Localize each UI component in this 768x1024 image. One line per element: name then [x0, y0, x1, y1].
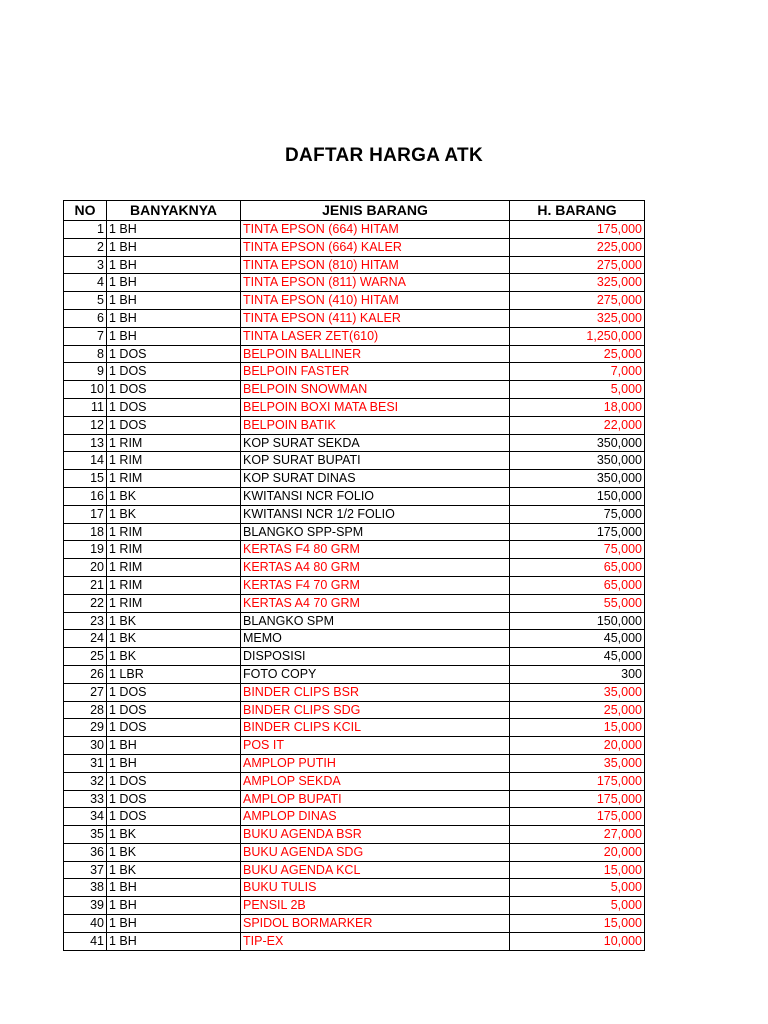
cell-quantity: 1 RIM	[107, 452, 241, 470]
cell-item-name: AMPLOP PUTIH	[241, 754, 510, 772]
cell-item-name: DISPOSISI	[241, 648, 510, 666]
cell-quantity: 1 BH	[107, 915, 241, 933]
cell-item-name: KERTAS A4 70 GRM	[241, 594, 510, 612]
cell-item-name: TINTA EPSON (664) KALER	[241, 238, 510, 256]
cell-quantity: 1 BK	[107, 826, 241, 844]
cell-no: 11	[64, 398, 107, 416]
cell-price: 300	[510, 665, 645, 683]
cell-quantity: 1 RIM	[107, 434, 241, 452]
cell-no: 38	[64, 879, 107, 897]
cell-quantity: 1 BH	[107, 754, 241, 772]
cell-quantity: 1 BK	[107, 843, 241, 861]
cell-no: 30	[64, 737, 107, 755]
cell-price: 325,000	[510, 309, 645, 327]
table-header-row	[64, 201, 645, 221]
table-row	[64, 221, 645, 239]
cell-price: 5,000	[510, 879, 645, 897]
cell-price: 1,250,000	[510, 327, 645, 345]
cell-price: 175,000	[510, 523, 645, 541]
cell-quantity: 1 DOS	[107, 701, 241, 719]
cell-quantity: 1 DOS	[107, 345, 241, 363]
table-row	[64, 398, 645, 416]
cell-quantity: 1 RIM	[107, 576, 241, 594]
cell-quantity: 1 BH	[107, 256, 241, 274]
cell-quantity: 1 BH	[107, 309, 241, 327]
table-row	[64, 737, 645, 755]
cell-item-name: SPIDOL BORMARKER	[241, 915, 510, 933]
cell-price: 325,000	[510, 274, 645, 292]
cell-no: 9	[64, 363, 107, 381]
cell-no: 18	[64, 523, 107, 541]
cell-no: 26	[64, 665, 107, 683]
cell-item-name: BLANGKO SPP-SPM	[241, 523, 510, 541]
cell-quantity: 1 BH	[107, 737, 241, 755]
cell-price: 25,000	[510, 701, 645, 719]
cell-quantity: 1 BH	[107, 327, 241, 345]
cell-item-name: FOTO COPY	[241, 665, 510, 683]
cell-item-name: KWITANSI NCR 1/2 FOLIO	[241, 505, 510, 523]
table-row	[64, 523, 645, 541]
table-row	[64, 470, 645, 488]
cell-item-name: TINTA EPSON (411) KALER	[241, 309, 510, 327]
cell-no: 35	[64, 826, 107, 844]
cell-no: 3	[64, 256, 107, 274]
cell-no: 2	[64, 238, 107, 256]
cell-no: 6	[64, 309, 107, 327]
cell-item-name: BUKU AGENDA SDG	[241, 843, 510, 861]
cell-no: 29	[64, 719, 107, 737]
table-row	[64, 897, 645, 915]
page-title: DAFTAR HARGA ATK	[285, 145, 483, 166]
cell-price: 150,000	[510, 487, 645, 505]
cell-item-name: BELPOIN SNOWMAN	[241, 381, 510, 399]
cell-no: 33	[64, 790, 107, 808]
table-row	[64, 363, 645, 381]
cell-no: 14	[64, 452, 107, 470]
cell-no: 21	[64, 576, 107, 594]
header-no: NO	[64, 201, 107, 221]
price-table	[63, 200, 645, 951]
table-row	[64, 416, 645, 434]
cell-price: 350,000	[510, 434, 645, 452]
cell-price: 7,000	[510, 363, 645, 381]
table-row	[64, 381, 645, 399]
cell-quantity: 1 DOS	[107, 719, 241, 737]
cell-quantity: 1 BK	[107, 505, 241, 523]
cell-no: 10	[64, 381, 107, 399]
cell-price: 15,000	[510, 861, 645, 879]
table-body	[64, 221, 645, 951]
header-item-name: JENIS BARANG	[241, 201, 510, 221]
cell-quantity: 1 DOS	[107, 790, 241, 808]
table-row	[64, 292, 645, 310]
table-row	[64, 309, 645, 327]
cell-item-name: BINDER CLIPS SDG	[241, 701, 510, 719]
cell-item-name: BELPOIN BALLINER	[241, 345, 510, 363]
cell-price: 10,000	[510, 932, 645, 950]
cell-item-name: PENSIL 2B	[241, 897, 510, 915]
cell-item-name: BUKU AGENDA BSR	[241, 826, 510, 844]
cell-quantity: 1 RIM	[107, 594, 241, 612]
cell-quantity: 1 DOS	[107, 772, 241, 790]
cell-price: 75,000	[510, 541, 645, 559]
cell-price: 55,000	[510, 594, 645, 612]
table-row	[64, 683, 645, 701]
cell-price: 275,000	[510, 292, 645, 310]
cell-price: 75,000	[510, 505, 645, 523]
header-price: H. BARANG	[510, 201, 645, 221]
cell-quantity: 1 BK	[107, 612, 241, 630]
cell-item-name: BINDER CLIPS KCIL	[241, 719, 510, 737]
cell-item-name: KOP SURAT SEKDA	[241, 434, 510, 452]
cell-no: 31	[64, 754, 107, 772]
cell-item-name: MEMO	[241, 630, 510, 648]
table-row	[64, 505, 645, 523]
table-row	[64, 576, 645, 594]
cell-price: 175,000	[510, 808, 645, 826]
cell-item-name: TINTA LASER ZET(610)	[241, 327, 510, 345]
cell-quantity: 1 BH	[107, 238, 241, 256]
header-quantity: BANYAKNYA	[107, 201, 241, 221]
table-row	[64, 861, 645, 879]
cell-item-name: AMPLOP BUPATI	[241, 790, 510, 808]
table-row	[64, 790, 645, 808]
cell-no: 5	[64, 292, 107, 310]
table-row	[64, 452, 645, 470]
cell-quantity: 1 RIM	[107, 559, 241, 577]
cell-no: 1	[64, 221, 107, 239]
cell-no: 23	[64, 612, 107, 630]
table-row	[64, 487, 645, 505]
cell-price: 175,000	[510, 221, 645, 239]
table-row	[64, 826, 645, 844]
cell-no: 13	[64, 434, 107, 452]
cell-item-name: TINTA EPSON (810) HITAM	[241, 256, 510, 274]
table-row	[64, 256, 645, 274]
cell-item-name: POS IT	[241, 737, 510, 755]
cell-item-name: BLANGKO SPM	[241, 612, 510, 630]
cell-quantity: 1 BH	[107, 292, 241, 310]
cell-item-name: KERTAS F4 70 GRM	[241, 576, 510, 594]
cell-price: 18,000	[510, 398, 645, 416]
table-row	[64, 879, 645, 897]
cell-quantity: 1 DOS	[107, 683, 241, 701]
cell-quantity: 1 BH	[107, 879, 241, 897]
cell-price: 22,000	[510, 416, 645, 434]
cell-no: 4	[64, 274, 107, 292]
cell-quantity: 1 BH	[107, 274, 241, 292]
cell-no: 17	[64, 505, 107, 523]
cell-no: 7	[64, 327, 107, 345]
cell-quantity: 1 RIM	[107, 523, 241, 541]
table-row	[64, 434, 645, 452]
cell-no: 34	[64, 808, 107, 826]
cell-quantity: 1 BK	[107, 630, 241, 648]
cell-price: 5,000	[510, 897, 645, 915]
cell-no: 28	[64, 701, 107, 719]
cell-no: 25	[64, 648, 107, 666]
cell-item-name: KERTAS A4 80 GRM	[241, 559, 510, 577]
cell-price: 175,000	[510, 790, 645, 808]
cell-price: 150,000	[510, 612, 645, 630]
cell-quantity: 1 LBR	[107, 665, 241, 683]
cell-price: 350,000	[510, 452, 645, 470]
table-row	[64, 843, 645, 861]
table-row	[64, 612, 645, 630]
table-row	[64, 594, 645, 612]
cell-quantity: 1 BH	[107, 932, 241, 950]
table-row	[64, 541, 645, 559]
cell-price: 35,000	[510, 683, 645, 701]
table-row	[64, 808, 645, 826]
cell-price: 350,000	[510, 470, 645, 488]
cell-quantity: 1 RIM	[107, 470, 241, 488]
cell-quantity: 1 DOS	[107, 808, 241, 826]
cell-quantity: 1 BK	[107, 487, 241, 505]
cell-no: 16	[64, 487, 107, 505]
cell-no: 19	[64, 541, 107, 559]
cell-no: 37	[64, 861, 107, 879]
table-row	[64, 772, 645, 790]
cell-no: 39	[64, 897, 107, 915]
cell-quantity: 1 DOS	[107, 398, 241, 416]
cell-item-name: KOP SURAT BUPATI	[241, 452, 510, 470]
cell-item-name: KWITANSI NCR FOLIO	[241, 487, 510, 505]
cell-item-name: TINTA EPSON (664) HITAM	[241, 221, 510, 239]
table-row	[64, 327, 645, 345]
table-row	[64, 648, 645, 666]
cell-price: 15,000	[510, 719, 645, 737]
cell-item-name: AMPLOP SEKDA	[241, 772, 510, 790]
table-row	[64, 630, 645, 648]
cell-quantity: 1 RIM	[107, 541, 241, 559]
cell-item-name: TINTA EPSON (410) HITAM	[241, 292, 510, 310]
cell-price: 65,000	[510, 576, 645, 594]
cell-price: 35,000	[510, 754, 645, 772]
cell-price: 225,000	[510, 238, 645, 256]
table-row	[64, 238, 645, 256]
cell-price: 27,000	[510, 826, 645, 844]
table-row	[64, 559, 645, 577]
cell-price: 175,000	[510, 772, 645, 790]
cell-item-name: KERTAS F4 80 GRM	[241, 541, 510, 559]
cell-quantity: 1 DOS	[107, 363, 241, 381]
cell-no: 41	[64, 932, 107, 950]
table-row	[64, 932, 645, 950]
table-row	[64, 701, 645, 719]
cell-quantity: 1 BH	[107, 897, 241, 915]
cell-quantity: 1 BK	[107, 861, 241, 879]
cell-item-name: KOP SURAT DINAS	[241, 470, 510, 488]
cell-item-name: BUKU TULIS	[241, 879, 510, 897]
cell-no: 36	[64, 843, 107, 861]
cell-price: 65,000	[510, 559, 645, 577]
cell-no: 12	[64, 416, 107, 434]
cell-price: 45,000	[510, 648, 645, 666]
table-row	[64, 345, 645, 363]
cell-quantity: 1 BK	[107, 648, 241, 666]
cell-no: 8	[64, 345, 107, 363]
cell-no: 40	[64, 915, 107, 933]
cell-price: 20,000	[510, 737, 645, 755]
table-row	[64, 665, 645, 683]
cell-no: 22	[64, 594, 107, 612]
cell-no: 32	[64, 772, 107, 790]
cell-item-name: BELPOIN BOXI MATA BESI	[241, 398, 510, 416]
cell-price: 20,000	[510, 843, 645, 861]
cell-price: 45,000	[510, 630, 645, 648]
table-row	[64, 754, 645, 772]
cell-no: 24	[64, 630, 107, 648]
cell-item-name: BINDER CLIPS BSR	[241, 683, 510, 701]
table-row	[64, 274, 645, 292]
cell-no: 27	[64, 683, 107, 701]
cell-price: 5,000	[510, 381, 645, 399]
cell-no: 15	[64, 470, 107, 488]
cell-price: 15,000	[510, 915, 645, 933]
cell-item-name: BELPOIN BATIK	[241, 416, 510, 434]
cell-item-name: AMPLOP DINAS	[241, 808, 510, 826]
cell-no: 20	[64, 559, 107, 577]
cell-price: 25,000	[510, 345, 645, 363]
cell-item-name: BELPOIN FASTER	[241, 363, 510, 381]
table-row	[64, 719, 645, 737]
cell-quantity: 1 DOS	[107, 416, 241, 434]
cell-item-name: BUKU AGENDA KCL	[241, 861, 510, 879]
cell-quantity: 1 DOS	[107, 381, 241, 399]
cell-item-name: TIP-EX	[241, 932, 510, 950]
cell-item-name: TINTA EPSON (811) WARNA	[241, 274, 510, 292]
cell-quantity: 1 BH	[107, 221, 241, 239]
cell-price: 275,000	[510, 256, 645, 274]
table-row	[64, 915, 645, 933]
